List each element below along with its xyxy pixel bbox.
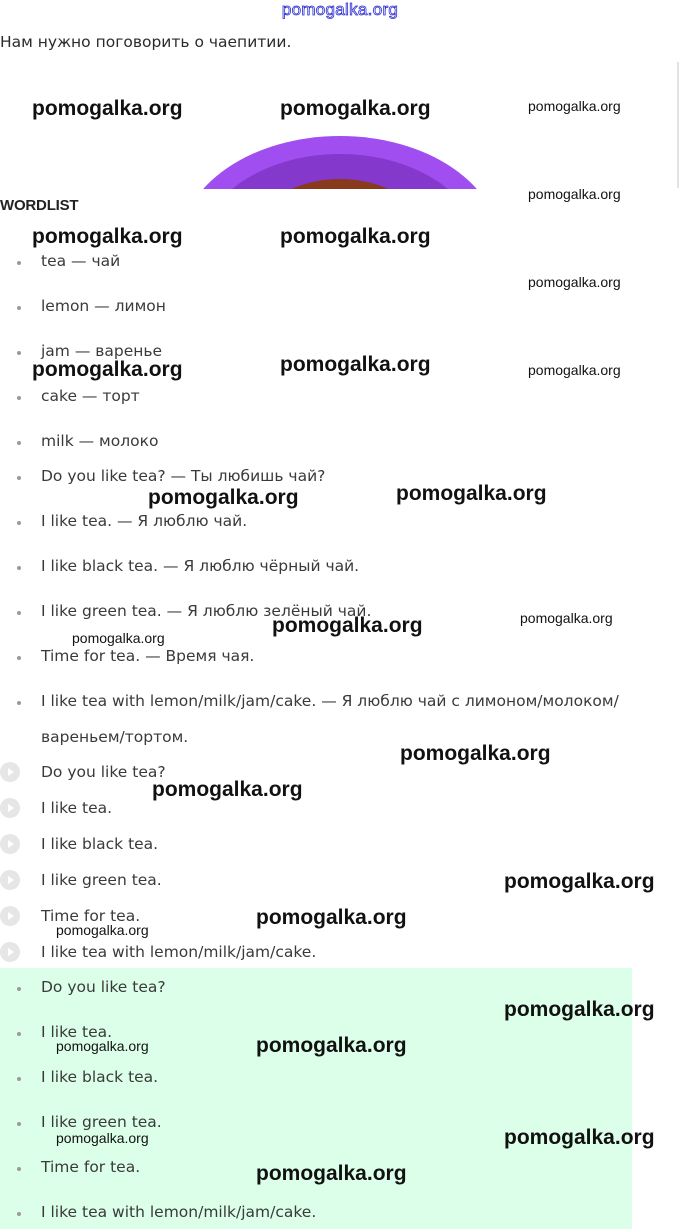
watermark: pomogalka.org: [520, 610, 613, 626]
watermark: pomogalka.org: [504, 998, 655, 1021]
play-icon[interactable]: [0, 762, 20, 782]
intro-text: Нам нужно поговорить о чаепитии.: [0, 33, 292, 51]
summary-item-text: I like green tea.: [41, 1113, 162, 1131]
bullet: [17, 1077, 21, 1081]
watermark: pomogalka.org: [280, 353, 431, 376]
bullet: [17, 701, 21, 705]
watermark: pomogalka.org: [256, 906, 407, 929]
watermark: pomogalka.org: [152, 778, 303, 801]
audio-phrase: I like green tea.: [41, 871, 162, 889]
audio-phrase: Time for tea.: [41, 907, 141, 925]
divider: [677, 62, 679, 188]
watermark: pomogalka.org: [528, 98, 621, 114]
watermark: pomogalka.org: [148, 486, 299, 509]
list-item-text: I like black tea. — Я люблю чёрный чай.: [41, 557, 360, 575]
list-item-text: cake — торт: [41, 387, 140, 405]
list-item-text: milk — молоко: [41, 432, 159, 450]
teacup-illustration: [180, 136, 500, 189]
site-header-link[interactable]: pomogalka.org: [281, 0, 399, 19]
audio-phrase: I like tea with lemon/milk/jam/cake.: [41, 943, 317, 961]
bullet: [17, 476, 21, 480]
bullet: [17, 306, 21, 310]
list-item-text: I like tea with lemon/milk/jam/cake. — Я люблю чай с лимоном/молоком/: [41, 692, 619, 710]
list-item-text: Time for tea. — Время чая.: [41, 647, 255, 665]
list-item-text: jam — варенье: [41, 342, 163, 360]
watermark: pomogalka.org: [528, 362, 621, 378]
list-item-text: tea — чай: [41, 252, 121, 270]
summary-item-text: I like black tea.: [41, 1068, 159, 1086]
summary-item-text: Do you like tea?: [41, 978, 166, 996]
watermark: pomogalka.org: [504, 870, 655, 893]
bullet: [17, 656, 21, 660]
summary-item-text: Time for tea.: [41, 1158, 141, 1176]
watermark: pomogalka.org: [280, 97, 431, 120]
watermark: pomogalka.org: [400, 742, 551, 765]
watermark: pomogalka.org: [56, 1038, 149, 1054]
watermark: pomogalka.org: [528, 274, 621, 290]
bullet: [17, 987, 21, 991]
watermark: pomogalka.org: [72, 630, 165, 646]
bullet: [17, 1167, 21, 1171]
watermark: pomogalka.org: [280, 225, 431, 248]
wordlist-heading: WORDLIST: [0, 197, 79, 214]
watermark: pomogalka.org: [504, 1126, 655, 1149]
watermark: pomogalka.org: [256, 1034, 407, 1057]
bullet: [17, 611, 21, 615]
watermark: pomogalka.org: [528, 186, 621, 202]
watermark: pomogalka.org: [32, 97, 183, 120]
watermark: pomogalka.org: [256, 1162, 407, 1185]
play-icon[interactable]: [0, 834, 20, 854]
watermark: pomogalka.org: [56, 1130, 149, 1146]
summary-item-text: I like tea with lemon/milk/jam/cake.: [41, 1203, 317, 1221]
bullet: [17, 1212, 21, 1216]
audio-phrase: I like black tea.: [41, 835, 159, 853]
audio-phrase: Do you like tea?: [41, 763, 166, 781]
bullet: [17, 396, 21, 400]
bullet: [17, 351, 21, 355]
bullet: [17, 441, 21, 445]
play-icon[interactable]: [0, 870, 20, 890]
watermark: pomogalka.org: [396, 482, 547, 505]
bullet: [17, 261, 21, 265]
bullet: [17, 1122, 21, 1126]
play-icon[interactable]: [0, 906, 20, 926]
watermark: pomogalka.org: [32, 358, 183, 381]
list-item-text: I like green tea. — Я люблю зелёный чай.: [41, 602, 372, 620]
summary-item-text: I like tea.: [41, 1023, 113, 1041]
list-item-text: lemon — лимон: [41, 297, 166, 315]
watermark: pomogalka.org: [32, 225, 183, 248]
watermark: pomogalka.org: [272, 614, 423, 637]
list-item-text: Do you like tea? — Ты любишь чай?: [41, 467, 326, 485]
list-item-text: вареньем/тортом.: [41, 728, 189, 746]
play-icon[interactable]: [0, 942, 20, 962]
list-item-text: I like tea. — Я люблю чай.: [41, 512, 248, 530]
play-icon[interactable]: [0, 798, 20, 818]
bullet: [17, 566, 21, 570]
watermark: pomogalka.org: [56, 922, 149, 938]
bullet: [17, 1032, 21, 1036]
bullet: [17, 521, 21, 525]
audio-phrase: I like tea.: [41, 799, 113, 817]
